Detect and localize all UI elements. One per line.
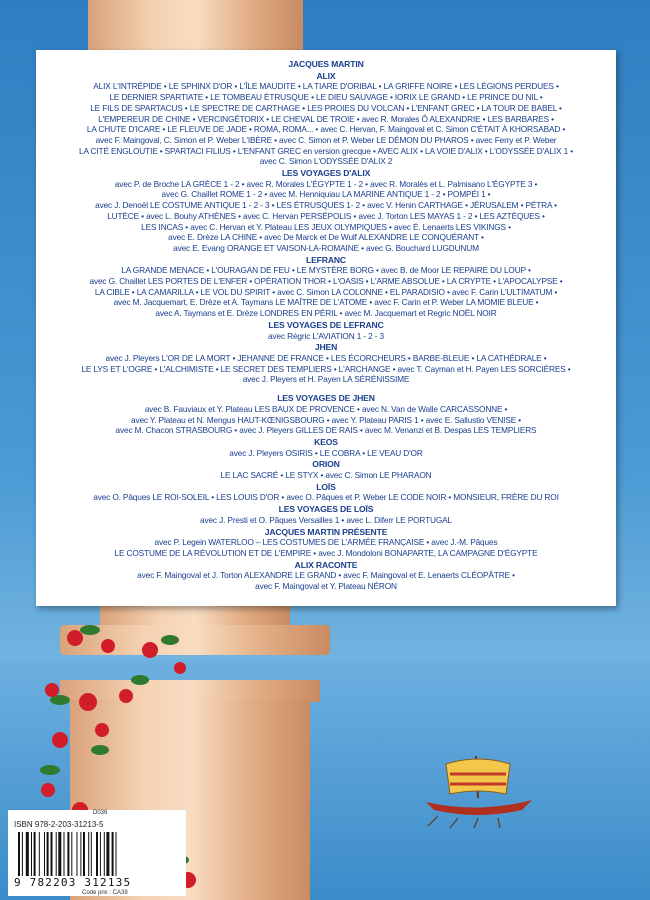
title-line: LES INCAS • avec C. Hervan et Y. Plateau LES JEUX OLYMPIQUES • avec É. Lenaerts LES VIKINGS • (141, 221, 511, 232)
title-line: LE COSTUME DE LA RÉVOLUTION ET DE L'EMPIRE • avec J. Mondoloni BONAPARTE, LA CAMPAGNE D'ÉGYPTE (114, 547, 538, 558)
isbn-text: ISBN 978-2-203-31213-5 (14, 820, 104, 829)
title-line: avec Y. Plateau et N. Mengus HAUT-KŒNIGSBOURG • avec Y. Plateau PARIS 1 • avec E. Sallustio VENISE • (131, 414, 521, 425)
series-heading: ALIX RACONTE (294, 559, 358, 570)
title-line: avec J. Presti et O. Pâques Versailles 1 • avec L. Diferr LE PORTUGAL (199, 514, 452, 525)
title-line: avec Régric L'AVIATION 1 - 2 - 3 (268, 330, 384, 341)
title-line: LE DERNIER SPARTIATE • LE TOMBEAU ÉTRUSQUE • LE DIEU SAUVAGE • IORIX LE GRAND • LE PRINCE DU NIL • (109, 92, 543, 103)
barcode-bars (18, 832, 178, 876)
title-line: avec F. Maingoval et J. Torton ALEXANDRE LE GRAND • avec F. Maingoval et E. Lenaerts CLÉOPÂTRE • (137, 570, 515, 581)
ean-number: 9 782203 312135 (14, 876, 132, 889)
title-line: avec A. Taymans et E. Drèze LONDRES EN PÉRIL • avec M. Jacquemart et Regric NOËL NOIR (155, 308, 497, 319)
galley-ship-illustration (418, 750, 538, 830)
series-heading: LES VOYAGES DE LOÏS (278, 504, 374, 515)
title-line: LA GRANDE MENACE • L'OURAGAN DE FEU • LE MYSTÈRE BORG • avec B. de Moor LE REPAIRE DU LOUP • (121, 265, 531, 276)
bibliography-panel (36, 50, 616, 606)
title-line: avec G. Chaillet ROME 1 - 2 • avec M. Henniquiau LA MARINE ANTIQUE 1 - 2 • POMPÉI 1 • (161, 189, 491, 200)
title-line: avec J. Denoël LE COSTUME ANTIQUE 1 - 2 - 3 • LES ÉTRUSQUES 1- 2 • avec V. Henin CARTHAGE • JÉRUSALEM • PÉTRA • (95, 200, 557, 211)
title-line: avec M. Chacon STRASBOURG • avec J. Pleyers GILLES DE RAIS • avec M. Venanzi et B. Despas LES TEMPLIERS (115, 425, 537, 436)
title-line: avec J. Pleyers L'OR DE LA MORT • JEHANNE DE FRANCE • LES ÉCORCHEURS • BARBE-BLEUE • LA CATHÉDRALE • (105, 352, 547, 363)
title-line: ALIX L'INTRÉPIDE • LE SPHINX D'OR • L'ÎLE MAUDITE • LA TIARE D'ORIBAL • LA GRIFFE NOIRE • LES LÉGIONS PERDUES • (93, 81, 559, 92)
series-heading: LOÏS (316, 481, 336, 492)
series-heading: JHEN (314, 342, 338, 353)
title-line: avec F. Maingoval, C. Simon et P. Weber L'IBÈRE • avec C. Simon et P. Weber LE DÉMON DU PHAROS • avec Ferry et P. Weber (95, 134, 557, 145)
series-heading: KEOS (314, 436, 338, 447)
title-line: avec J. Pleyers OSIRIS • LE COBRA • LE VEAU D'OR (229, 447, 423, 458)
series-heading: LES VOYAGES DE LEFRANC (268, 319, 384, 330)
column-shaft-top (88, 0, 303, 52)
title-line: L'EMPEREUR DE CHINE • VERCINGÉTORIX • LE CHEVAL DE TROIE • avec R. Morales Ô ALEXANDRIE • LES BARBARES • (98, 113, 554, 124)
title-line: LUTÈCE • avec L. Bouhy ATHÈNES • avec C. Hervan PERSÉPOLIS • avec J. Torton LES MAYAS 1 - 2 • LES AZTÈQUES • (107, 210, 545, 221)
title-line: LA CHUTE D'ICARE • LE FLEUVE DE JADE • ROMA, ROMA... • avec C. Hervan, F. Maingoval et C. Simon C'ÉTAIT À KHORSABAD • (86, 124, 566, 135)
price-code: Code prix : CA39 (82, 890, 128, 896)
series-heading: LEFRANC (305, 254, 346, 265)
title-line: avec F. Maingoval et Y. Plateau NÉRON (255, 581, 397, 592)
title-line: LA CITÉ ENGLOUTIE • SPARTACI FILIUS • L'ENFANT GREC en version grecque • AVEC ALIX • LA VOIE D'ALIX • L'ODYSSÉE D'ALIX 1 • (79, 145, 573, 156)
series-heading: LES VOYAGES D'ALIX (281, 168, 371, 179)
title-line: avec C. Simon L'ODYSSÉE D'ALIX 2 (259, 156, 393, 167)
series-heading: JACQUES MARTIN (288, 59, 364, 69)
series-heading: JACQUES MARTIN PRÉSENTE (264, 526, 388, 537)
title-line: avec P. Legein WATERLOO – LES COSTUMES DE L'ARMÉE FRANÇAISE • avec J.-M. Pâques (154, 537, 498, 548)
barcode-top-code: D036 (93, 810, 108, 816)
title-line: avec E. Evang ORANGE ET VAISON-LA-ROMAINE • avec G. Bouchard LUGDUNUM (173, 242, 479, 253)
title-line: avec M. Jacquemart, E. Drèze et A. Taymans LE MAÎTRE DE L'ATOME • avec F. Carin et P. Weber LA MOMIE BLEUE • (113, 297, 539, 308)
title-line: avec E. Drèze LA CHINE • avec De Marck et De Wulf ALEXANDRE LE CONQUÉRANT • (168, 232, 484, 243)
title-line: avec P. de Broche LA GRÈCE 1 - 2 • avec R. Morales L'ÉGYPTE 1 - 2 • avec R. Moralès et L. Palmisano L'ÉGYPTE 3 • (114, 178, 538, 189)
series-heading: ORION (312, 459, 340, 470)
series-heading: ALIX (316, 70, 336, 81)
title-line: avec G. Chaillet LES PORTES DE L'ENFER • OPÉRATION THOR • L'OASIS • L'ARME ABSOLUE • LA CRYPTE • L'APOCALYPSE • (89, 276, 563, 287)
title-line: LE FILS DE SPARTACUS • LE SPECTRE DE CARTHAGE • LES PROIES DU VOLCAN • L'ENFANT GREC • LA TOUR DE BABEL • (90, 102, 562, 113)
title-line: LA CIBLE • LA CAMARILLA • LE VOL DU SPIRIT • avec C. Simon LA COLONNE • EL PARADISIO • avec F. Carin L'ULTIMATUM • (94, 286, 558, 297)
title-line: avec B. Fauviaux et Y. Plateau LES BAUX DE PROVENCE • avec N. Van de Walle CARCASSONNE • (144, 403, 508, 414)
title-line: avec J. Pleyers et H. Payen LA SÉRÉNISSIME (242, 374, 410, 385)
title-line: LE LAC SACRÉ • LE STYX • avec C. Simon LE PHARAON (220, 470, 432, 481)
series-heading: LES VOYAGES DE JHEN (277, 393, 375, 404)
title-line: LE LYS ET L'OGRE • L'ALCHIMISTE • LE SECRET DES TEMPLIERS • L'ARCHANGE • avec T. Cayman et H. Payen LES SORCIÈRES • (81, 363, 571, 374)
title-line: avec O. Pâques LE ROI-SOLEIL • LES LOUIS D'OR • avec O. Pâques et P. Weber LE CODE NOIR • MONSIEUR, FRÈRE DU ROI (93, 492, 559, 503)
